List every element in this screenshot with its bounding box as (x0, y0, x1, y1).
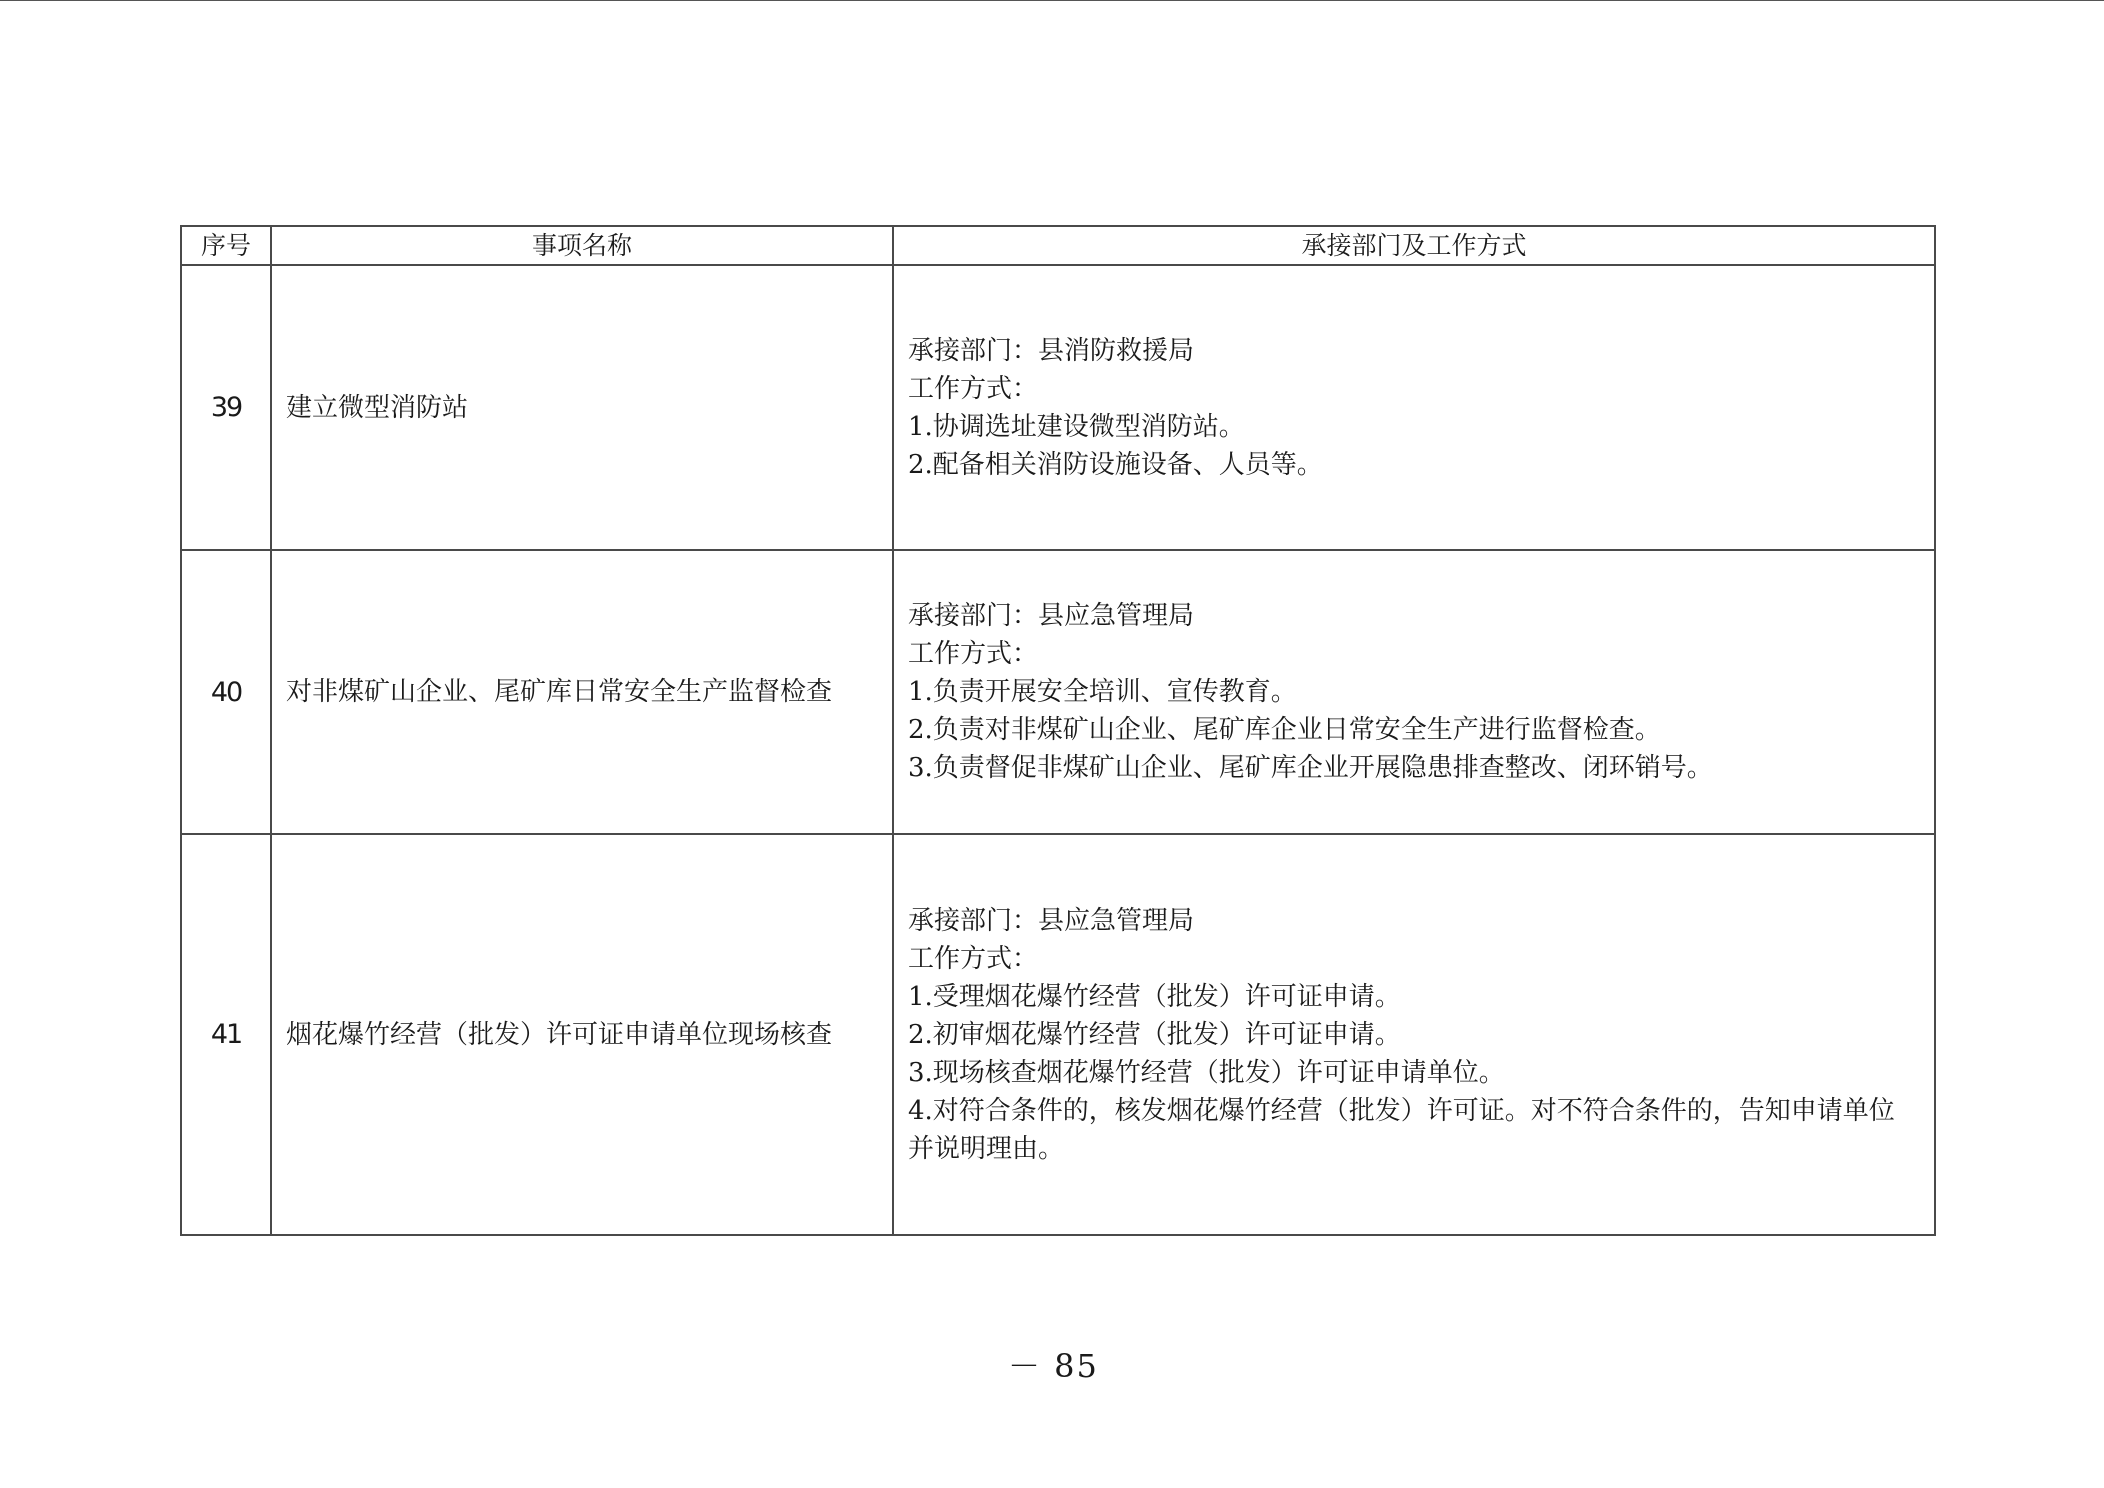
row-department-method (893, 550, 1935, 834)
items-table (180, 225, 1936, 1236)
method-line: 并说明理由。 (908, 1133, 1065, 1164)
method-line: 4.对符合条件的，核发烟花爆竹经营（批发）许可证。对不符合条件的，告知申请单位 (908, 1095, 1895, 1126)
method-line: 3.负责督促非煤矿山企业、尾矿库企业开展隐患排查整改、闭环销号。 (908, 753, 1713, 783)
method-line: 3.现场核查烟花爆竹经营（批发）许可证申请单位。 (908, 1057, 1505, 1088)
method-line: 工作方式： (908, 373, 1039, 404)
page-number: － 85 (1008, 1347, 1099, 1385)
table-row (181, 265, 1935, 550)
row-serial-number: 40 (181, 550, 271, 834)
header-serial-number: 序号 (181, 226, 271, 265)
row-serial-number: 39 (181, 265, 271, 550)
row-item-name: 对非煤矿山企业、尾矿库日常安全生产监督检查 (271, 550, 893, 834)
top-border-line (0, 0, 2104, 1)
method-line: 承接部门：县消防救援局 (908, 335, 1195, 366)
method-line: 1.受理烟花爆竹经营（批发）许可证申请。 (908, 981, 1401, 1012)
method-line: 2.初审烟花爆竹经营（批发）许可证申请。 (908, 1019, 1401, 1050)
method-line: 2.负责对非煤矿山企业、尾矿库企业日常安全生产进行监督检查。 (908, 715, 1661, 745)
method-line: 1.协调选址建设微型消防站。 (908, 411, 1245, 442)
method-line: 承接部门：县应急管理局 (908, 601, 1195, 631)
table-row (181, 550, 1935, 834)
row-department-method (893, 265, 1935, 550)
row-serial-number: 41 (181, 834, 271, 1235)
header-department-method: 承接部门及工作方式 (893, 226, 1935, 265)
method-line: 2.配备相关消防设施设备、人员等。 (908, 449, 1323, 480)
table-row (181, 834, 1935, 1235)
method-line: 工作方式： (908, 943, 1039, 974)
method-line: 承接部门：县应急管理局 (908, 905, 1195, 936)
table-header-row (181, 226, 1935, 265)
header-item-name: 事项名称 (271, 226, 893, 265)
row-item-name: 烟花爆竹经营（批发）许可证申请单位现场核查 (271, 834, 893, 1235)
row-item-name: 建立微型消防站 (271, 265, 893, 550)
row-department-method (893, 834, 1935, 1235)
method-line: 1.负责开展安全培训、宣传教育。 (908, 677, 1297, 707)
method-line: 工作方式： (908, 639, 1039, 669)
